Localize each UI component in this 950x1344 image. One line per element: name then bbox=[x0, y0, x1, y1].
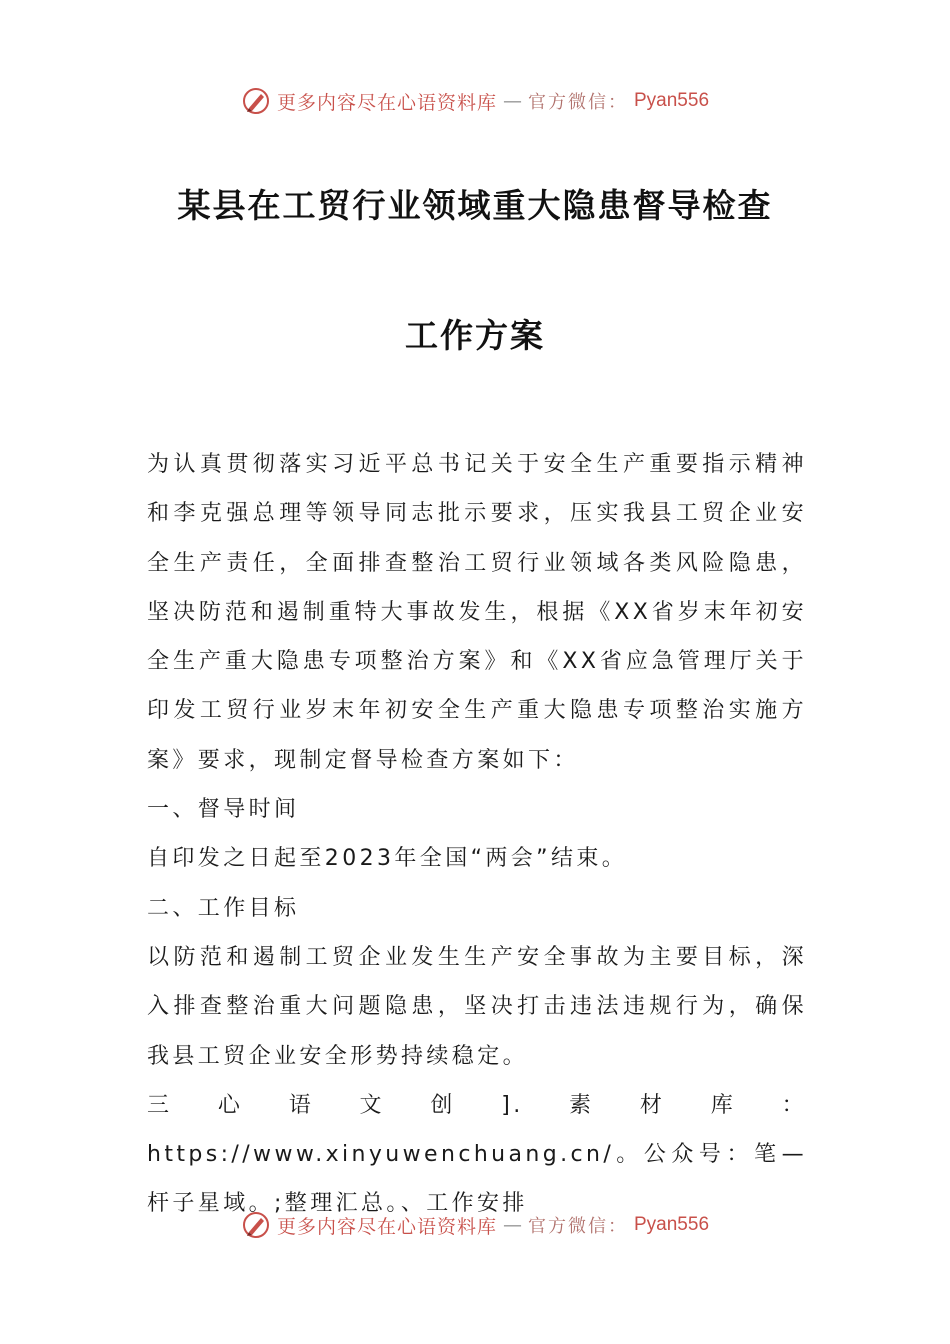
section-heading-time: 一、督导时间 bbox=[147, 797, 300, 823]
section-heading-goal: 二、工作目标 bbox=[147, 895, 300, 921]
watermark-text: 更多内容尽在心语资料库 bbox=[276, 1215, 497, 1238]
document-body bbox=[147, 440, 807, 1229]
watermark-id: Pyan556 bbox=[634, 1214, 710, 1235]
watermark-separator: — bbox=[503, 1214, 522, 1236]
footer-watermark bbox=[0, 1210, 950, 1240]
intro-paragraph: 为认真贯彻落实习近平总书记关于安全生产重要指示精神和李克强总理等领导同志批示要求，压实我县工贸企业安全生产责任，全面排查整治工贸行业领域各类风险隐患，坚决防范和遏制重特大事故发生，根据《XX省岁末年初安全生产重大隐患专项整治方案》和《XX省应急管理厅关于印发工贸行业岁末年初安全生产重大隐患专项整治实施方案》要求，现制定督导检查方案如下： bbox=[147, 452, 807, 773]
watermark-label: 官方微信： bbox=[528, 1216, 628, 1237]
watermark-text: 更多内容尽在心语资料库 bbox=[276, 91, 497, 114]
pen-logo-icon bbox=[241, 1210, 271, 1240]
pen-logo-icon bbox=[241, 86, 271, 116]
watermark-separator: — bbox=[503, 90, 522, 112]
goal-paragraph: 以防范和遏制工贸企业发生生产安全事故为主要目标，深入排查整治重大问题隐患，坚决打击违法违规行为，确保我县工贸企业安全形势持续稳定。 bbox=[147, 944, 807, 1069]
document-title-line-1: 某县在工贸行业领域重大隐患督导检查 bbox=[177, 186, 773, 225]
document-title-line-2: 工作方案 bbox=[405, 316, 545, 355]
time-paragraph: 自印发之日起至2023年全国“两会”结束。 bbox=[147, 846, 628, 872]
watermark-id: Pyan556 bbox=[634, 90, 710, 111]
arrangement-paragraph: 三心语文创].素材库：https://www.xinyuwenchuang.cn/。公众号：笔—杆子星域。;整理汇总。、工作安排 bbox=[147, 1092, 807, 1217]
watermark-label: 官方微信： bbox=[528, 92, 628, 113]
header-watermark bbox=[0, 86, 950, 116]
